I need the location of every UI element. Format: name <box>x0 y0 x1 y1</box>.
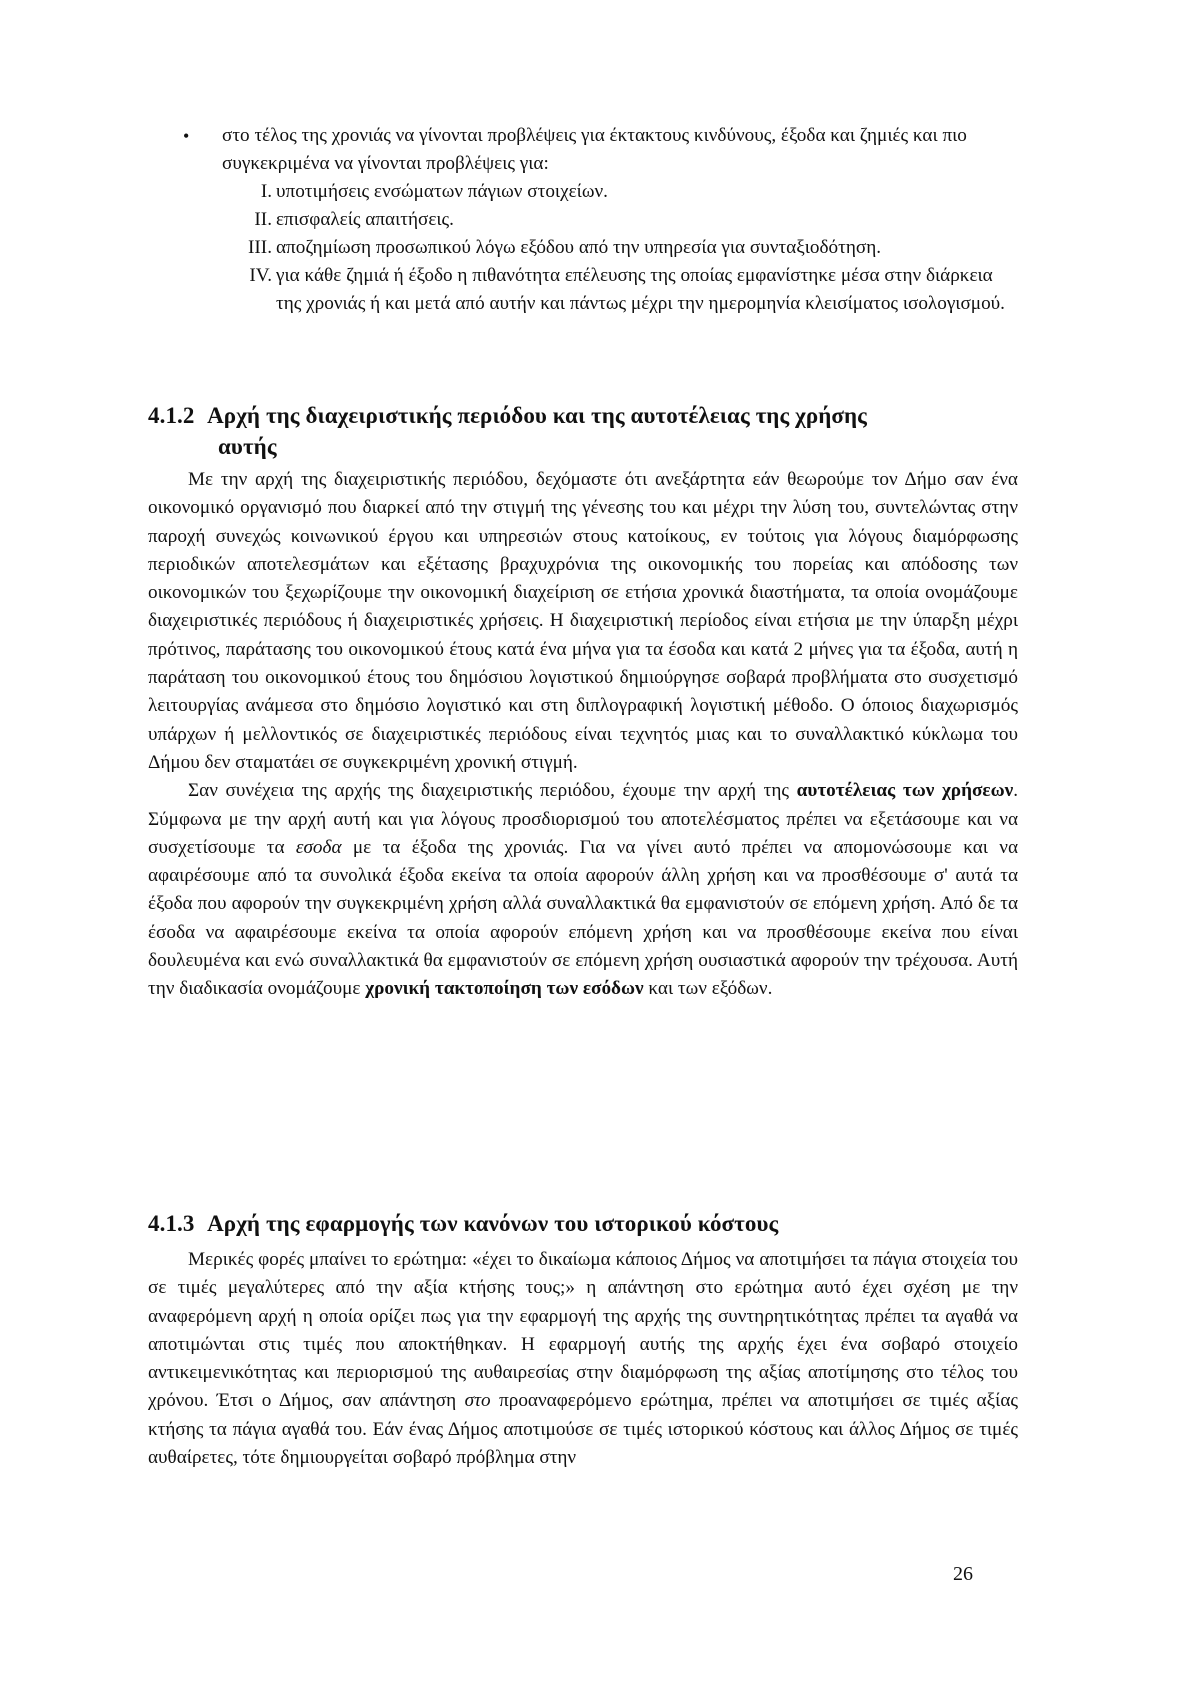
roman-item-text: επισφαλείς απαιτήσεις. <box>276 209 454 230</box>
paragraph <box>148 1246 1018 1472</box>
section-body-4-1-3 <box>148 1246 1018 1472</box>
roman-numeral: IV. <box>249 265 272 286</box>
paragraph <box>148 777 1018 1003</box>
roman-item-3 <box>180 234 1020 262</box>
paragraph: Με την αρχή της διαχειριστικής περιόδου, δεχόμαστε ότι ανεξάρτητα εάν θεωρούμε τον Δήμο σαν ένα οικονομικό οργανισμό που διαρκεί από την στιγμή της γένεσης του και μέχρι την λύση του, συντελώντας στην παροχή συνεχώς κοινωνικού έργου και υπηρεσιών στους κατοίκους, εν τούτοις για λόγους διαμόρφωσης περιοδικών αποτελεσμάτων και εξέτασης βραχυχρόνια της οικονομικής του πορείας και απόδοσης των οικονομικών του ξεχωρίζουμε την οικονομική διαχείριση σε ετήσια χρονικά διαστήματα, τα οποία ονομάζουμε διαχειριστικές περιόδους ή διαχειριστικές χρήσεις. Η διαχειριστική περίοδος είναι ετήσια με την ύπαρξη μέχρι πρότινος, παράτασης του οικονομικού έτους κατά ένα μήνα για τα έσοδα και κατά 2 μήνες για τα έξοδα, αυτή η παράταση του οικονομικού έτους του δημόσιου λογιστικού δημιούργησε σοβαρά προβλήματα στο συσχετισμό λειτουργίας ανάμεσα στο δημόσιο λογιστικό και στη διπλογραφική λογιστική μέθοδο. Ο όποιος διαχωρισμός υπάρχων ή μελλοντικός σε διαχειριστικές περιόδους είναι τεχνητός μιας και το συναλλακτικό κύκλωμα του Δήμου δεν σταματάει σε συγκεκριμένη χρονική στιγμή. <box>148 469 1018 773</box>
bullet-dot-icon: • <box>183 126 190 146</box>
roman-numeral: II. <box>254 209 272 230</box>
roman-numeral: III. <box>248 237 272 258</box>
bold-term: αυτοτέλειας των χρήσεων <box>796 780 1014 802</box>
section-heading-4-1-2 <box>148 400 1028 462</box>
page-number: 26 <box>953 1563 973 1585</box>
italic-term: στο <box>464 1390 491 1412</box>
section-heading-4-1-3 <box>148 1208 1028 1239</box>
roman-item-text: αποζημίωση προσωπικού λόγω εξόδου από την υπηρεσία για συνταξιοδότηση. <box>276 237 882 258</box>
roman-item-2 <box>180 206 1020 234</box>
roman-item-text: για κάθε ζημιά ή έξοδο η πιθανότητα επέλευσης της οποίας εμφανίστηκε μέσα στην διάρκεια της χρονιάς ή και μετά από αυτήν και πάντως μέχρι την ημερομηνία κλεισίματος ισολογισμού. <box>276 265 1005 314</box>
section-title-continued: αυτής <box>218 434 277 459</box>
roman-item-1 <box>180 178 1020 206</box>
section-number: 4.1.3 <box>148 1211 195 1236</box>
roman-item-text: υποτιμήσεις ενσώματων πάγιων στοιχείων. <box>276 181 608 202</box>
section-title: Αρχή της διαχειριστικής περιόδου και της αυτοτέλειας της χρήσης <box>207 403 867 428</box>
text-run: Σαν συνέχεια της αρχής της διαχειριστικής περιόδου, έχουμε την αρχή της <box>188 780 797 802</box>
bullet-item <box>180 122 1020 178</box>
bullet-text: στο τέλος της χρονιάς να γίνονται προβλέψεις για έκτακτους κινδύνους, έξοδα και ζημιές και πιο συγκεκριμένα να γίνονται προβλέψεις για: <box>222 125 967 174</box>
text-run: με τα έξοδα της χρονιάς. Για να γίνει αυτό πρέπει να απομονώσουμε και να αφαιρέσουμε από τα συνολικά έξοδα εκείνα τα οποία αφορούν άλλη χρήση και να προσθέσουμε σ' αυτά τα έξοδα που αφορούν την συγκεκριμένη χρήση αλλά συναλλακτικά θα εμφανιστούν σε επόμενη χρήση. Από δε τα έσοδα να αφαιρέσουμε εκείνα τα οποία αφορούν επόμενη χρήση και να προσθέσουμε εκείνα που είναι δουλευμένα και ενώ συναλλακτικά θα εμφανιστούν σε επόμενη χρήση ουσιαστικά αφορούν την τρέχουσα. Αυτή την διαδικασία ονομάζουμε <box>148 836 1018 1000</box>
section-title: Αρχή της εφαρμογής των κανόνων του ιστορικού κόστους <box>207 1211 779 1236</box>
provisions-list <box>180 122 1020 318</box>
section-body-4-1-2 <box>148 466 1018 1004</box>
text-run: . Σύμφωνα με την αρχή αυτή και για λόγους προσδιορισμού του αποτελέσματος πρέπει να εξετάσουμε και να συσχετίσουμε τα <box>148 780 1018 858</box>
bold-term: χρονική τακτοποίηση των εσόδων <box>365 978 644 1000</box>
section-number: 4.1.2 <box>148 403 195 428</box>
text-run: προαναφερόμενο ερώτημα, πρέπει να αποτιμήσει σε τιμές αξίας κτήσης τα πάγια αγαθά του. Εάν ένας Δήμος αποτιμούσε σε τιμές ιστορικού κόστους και άλλος Δήμος σε τιμές αυθαίρετες, τότε δημιουργείται σοβαρό πρόβλημα στην <box>148 1390 1018 1469</box>
roman-numeral: I. <box>260 181 272 202</box>
italic-term: εσοδα <box>295 836 342 858</box>
roman-list <box>180 178 1020 318</box>
roman-item-4 <box>180 262 1020 318</box>
text-run: Μερικές φορές μπαίνει το ερώτημα: «έχει το δικαίωμα κάποιος Δήμος να αποτιμήσει τα πάγια στοιχεία του σε τιμές μεγαλύτερες από την αξία κτήσης τους;» η απάντηση στο ερώτημα αυτό έχει σχέση με την αναφερόμενη αρχή η οποία ορίζει πως για την εφαρμογή της αρχής της συντηρητικότητας πρέπει τα αγαθά να αποτιμώνται στις τιμές που αποκτήθηκαν. Η εφαρμογή αυτής της αρχής έχει ένα σοβαρό στοιχείο αντικειμενικότητας και περιορισμού της αυθαιρεσίας στην διαμόρφωση της αξίας αποτίμησης στο τέλος του χρόνου. Έτσι ο Δήμος, σαν απάντηση <box>148 1249 1018 1412</box>
text-run: και των εξόδων. <box>643 978 773 1000</box>
